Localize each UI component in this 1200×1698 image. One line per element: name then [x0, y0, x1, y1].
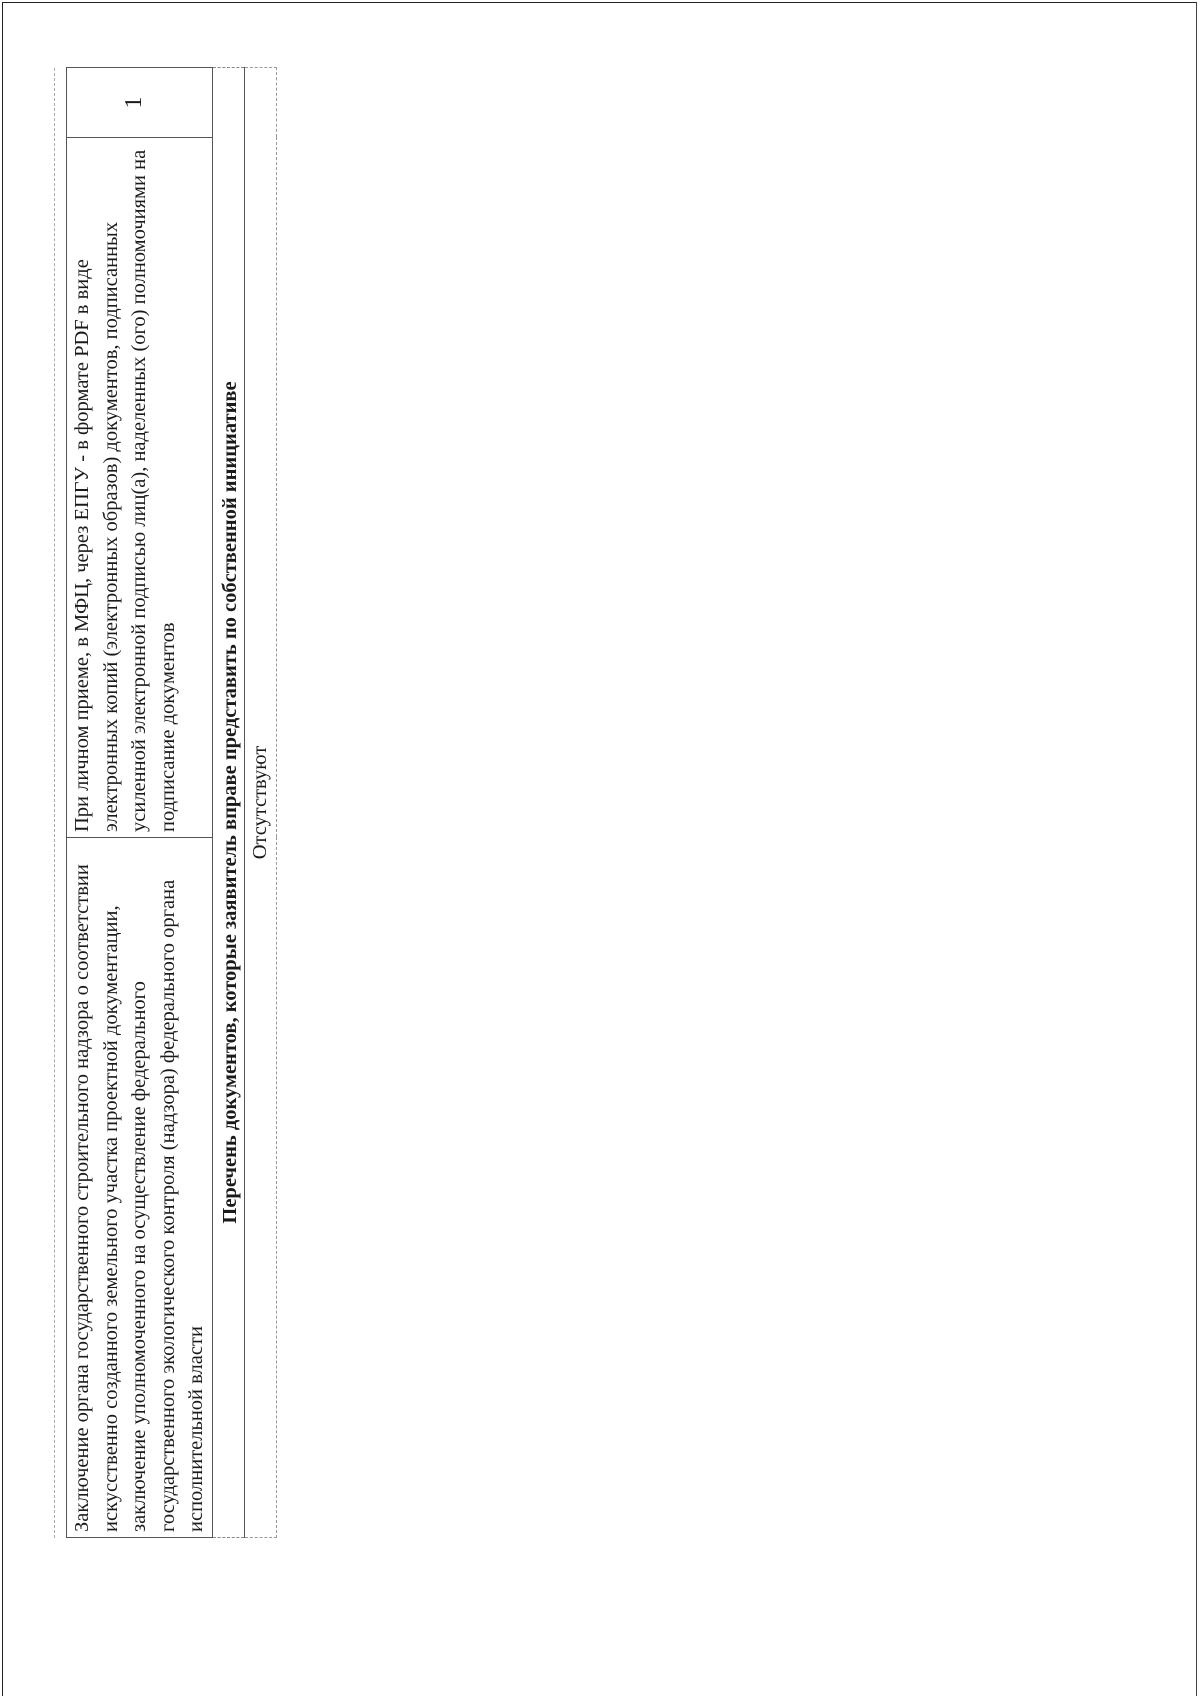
submission-method-text: При личном приеме, в МФЦ, через ЕПГУ - в формате PDF в виде электронных копий (электронных образов) документов, подписанных усиленной электронной подписью лиц(а), наделенных (ого) полномочиями на подписание документов [71, 149, 179, 832]
documents-table [66, 67, 277, 1538]
submission-method-cell [67, 138, 213, 838]
scan-guide-line [54, 68, 55, 1538]
rotated-document-content [66, 68, 356, 1538]
section-heading-row [212, 68, 245, 1538]
document-name-cell [67, 838, 213, 1538]
count-value: 1 [121, 96, 147, 109]
section-heading: Перечень документов, которые заявитель вправе представить по собственной инициативе [212, 68, 245, 1538]
table-row [67, 68, 213, 1538]
count-cell [67, 68, 213, 138]
section-value: Отсутствуют [245, 68, 277, 1538]
section-value-row [245, 68, 277, 1538]
page-border-right [1196, 2, 1197, 1696]
document-name-text: Заключение органа государственного строительного надзора о соответствии искусственно созданного земельного участка проектной документации, заключение уполномоченного на осуществление федерального государственного экологического контроля (надзора) федерального органа исполнительной власти [71, 864, 207, 1532]
